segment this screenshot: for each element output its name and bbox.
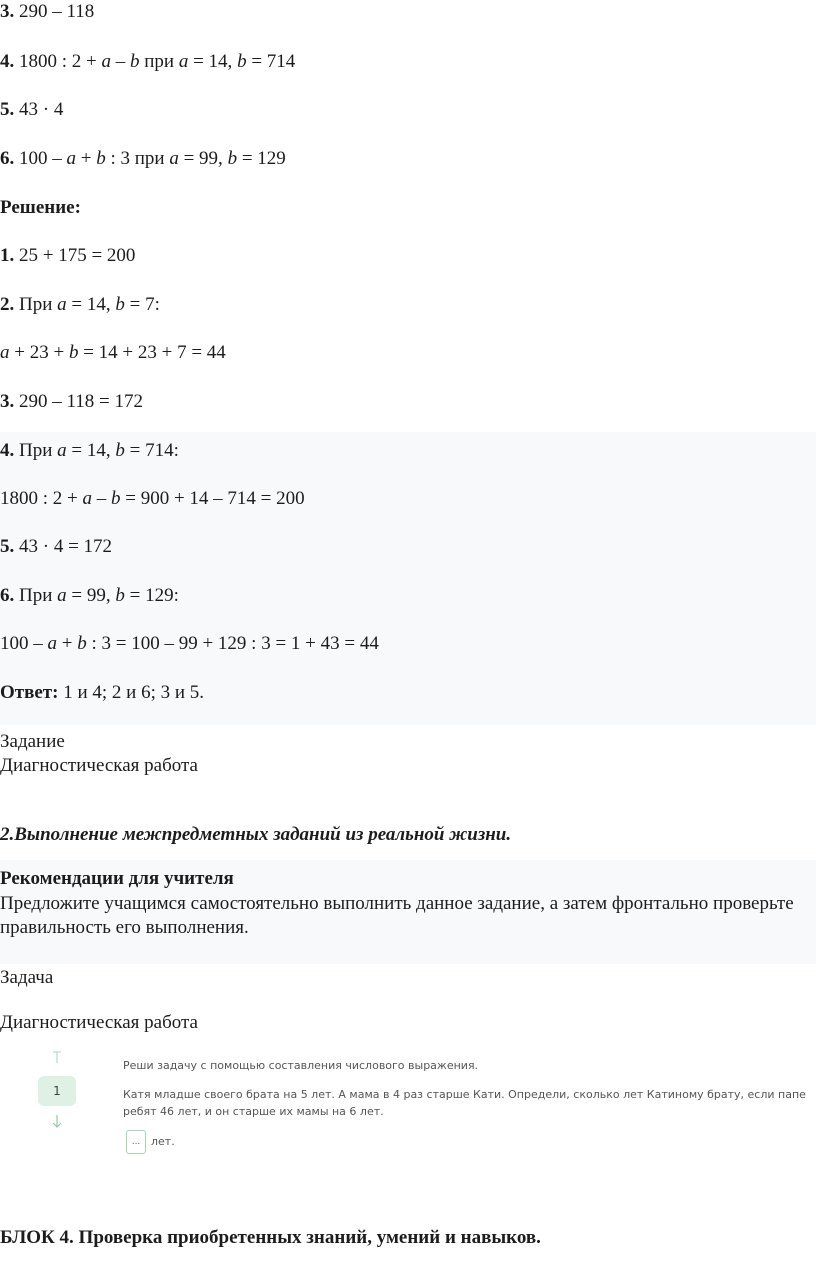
var-a: a [169, 148, 179, 169]
arrow-down-icon-glyph [50, 1114, 64, 1128]
var-a: a [66, 148, 76, 169]
task-3 [0, 0, 94, 24]
expr-part: При [19, 585, 58, 606]
expr-part: = 14, [188, 51, 238, 72]
var-b: b [77, 633, 87, 654]
expr-part: = 7: [124, 294, 160, 315]
solution-step-1 [0, 244, 135, 268]
task-condition-line-1: Катя младше своего брата на 5 лет. А мама в 4 раз старше Кати. Определи, сколько лет Катиному брату, если папе [123, 1088, 806, 1101]
step-number: 4. [0, 440, 15, 461]
var-a: a [82, 488, 92, 509]
var-b: b [115, 294, 125, 315]
var-a: a [101, 51, 111, 72]
expr-part: При [19, 440, 58, 461]
answer-unit-label: лет. [151, 1135, 175, 1148]
solution-heading [0, 196, 81, 220]
expr-part: = 99, [178, 148, 228, 169]
step-number: 5. [0, 536, 15, 557]
step-text: 25 + 175 = 200 [19, 245, 136, 266]
diagnostic-label: Диагностическая работа [0, 755, 198, 776]
expr-part: = 900 + 14 – 714 = 200 [120, 488, 305, 509]
zadacha-label: Задача [0, 967, 54, 988]
solution-step-6 [0, 584, 179, 608]
task-widget [0, 1042, 816, 1172]
expr-part: + [76, 148, 97, 169]
step-text: 290 – 118 = 172 [19, 391, 144, 412]
solution-step-6-calc [0, 632, 379, 656]
block-4-heading [0, 1226, 541, 1250]
expr-part: при [139, 51, 179, 72]
expr-part: = 14, [66, 294, 116, 315]
task-number: 4. [0, 51, 15, 72]
task-expression: 290 – 118 [19, 1, 95, 22]
task-5 [0, 98, 63, 122]
task-4 [0, 50, 295, 74]
task-number: 3. [0, 1, 15, 22]
var-b: b [68, 342, 79, 363]
task-number: 6. [0, 148, 15, 169]
section-2-heading: 2.Выполнение межпредметных заданий из реальной жизни. [0, 824, 512, 845]
task-number: 5. [0, 99, 15, 120]
var-a: a [0, 342, 10, 363]
var-b: b [115, 585, 125, 606]
var-b: b [237, 51, 247, 72]
answer-label: Ответ: [0, 682, 59, 703]
var-a: a [47, 633, 57, 654]
expr-part: При [19, 294, 58, 315]
answer-input[interactable]: ... [126, 1130, 146, 1154]
expr-part: = 14 + 23 + 7 = 44 [78, 342, 226, 363]
expr-part: = 714 [246, 51, 296, 72]
task-condition-line-2: ребят 46 лет, и он старше их мамы на 6 лет. [123, 1105, 384, 1118]
expr-part: 1800 : 2 + [19, 51, 102, 72]
recommendation-title-text: Рекомендации для учителя [0, 868, 234, 889]
recommendation-text: Предложите учащимся самостоятельно выполнить данное задание, а затем фронтально проверьте правильность его выполнения. [0, 893, 794, 938]
step-number: 3. [0, 391, 15, 412]
answer-text: 1 и 4; 2 и 6; 3 и 5. [58, 682, 205, 703]
task-prompt: Реши задачу с помощью составления числового выражения. [123, 1059, 479, 1072]
var-b: b [130, 51, 140, 72]
solution-step-2-calc [0, 341, 226, 365]
solution-heading-text: Решение: [0, 197, 81, 218]
solution-answer [0, 681, 204, 705]
var-a: a [57, 294, 67, 315]
expr-part: = 129: [124, 585, 179, 606]
expr-part: 100 – [19, 148, 67, 169]
task-expression: 43 · 4 [19, 99, 64, 120]
expr-part: + [57, 633, 78, 654]
block-4-heading-text: БЛОК 4. Проверка приобретенных знаний, умений и навыков. [0, 1227, 541, 1248]
expr-part: = 714: [124, 440, 179, 461]
solution-step-2 [0, 293, 160, 317]
task-6 [0, 147, 286, 171]
var-a: a [57, 585, 67, 606]
step-number: 2. [0, 294, 15, 315]
var-a: a [57, 440, 67, 461]
arrow-up-icon[interactable] [49, 1050, 65, 1068]
expr-part: = 14, [66, 440, 116, 461]
var-b: b [227, 148, 238, 169]
zadanie-label: Задание [0, 731, 65, 752]
solution-step-3 [0, 390, 143, 414]
arrow-up-icon-glyph [50, 1050, 64, 1064]
expr-part: = 129 [237, 148, 286, 169]
expr-part: : 3 = 100 – 99 + 129 : 3 = 1 + 43 = 44 [86, 633, 379, 654]
var-a: a [178, 51, 189, 72]
expr-part: 1800 : 2 + [0, 488, 83, 509]
var-b: b [96, 148, 106, 169]
expr-part: – [92, 488, 111, 509]
step-number: 6. [0, 585, 15, 606]
var-b: b [111, 488, 121, 509]
arrow-down-icon[interactable] [49, 1114, 65, 1132]
diagnostic-label-2: Диагностическая работа [0, 1012, 198, 1033]
expr-part: – [111, 51, 130, 72]
task-number-badge[interactable]: 1 [38, 1076, 76, 1106]
solution-step-4 [0, 439, 179, 463]
recommendation-title [0, 867, 234, 891]
step-number: 1. [0, 245, 15, 266]
expr-part: : 3 при [105, 148, 170, 169]
step-text: 43 · 4 = 172 [19, 536, 113, 557]
solution-step-5 [0, 535, 112, 559]
expr-part: = 99, [66, 585, 116, 606]
expr-part: 100 – [0, 633, 48, 654]
solution-step-4-calc [0, 487, 305, 511]
expr-part: + 23 + [9, 342, 69, 363]
var-b: b [115, 440, 125, 461]
